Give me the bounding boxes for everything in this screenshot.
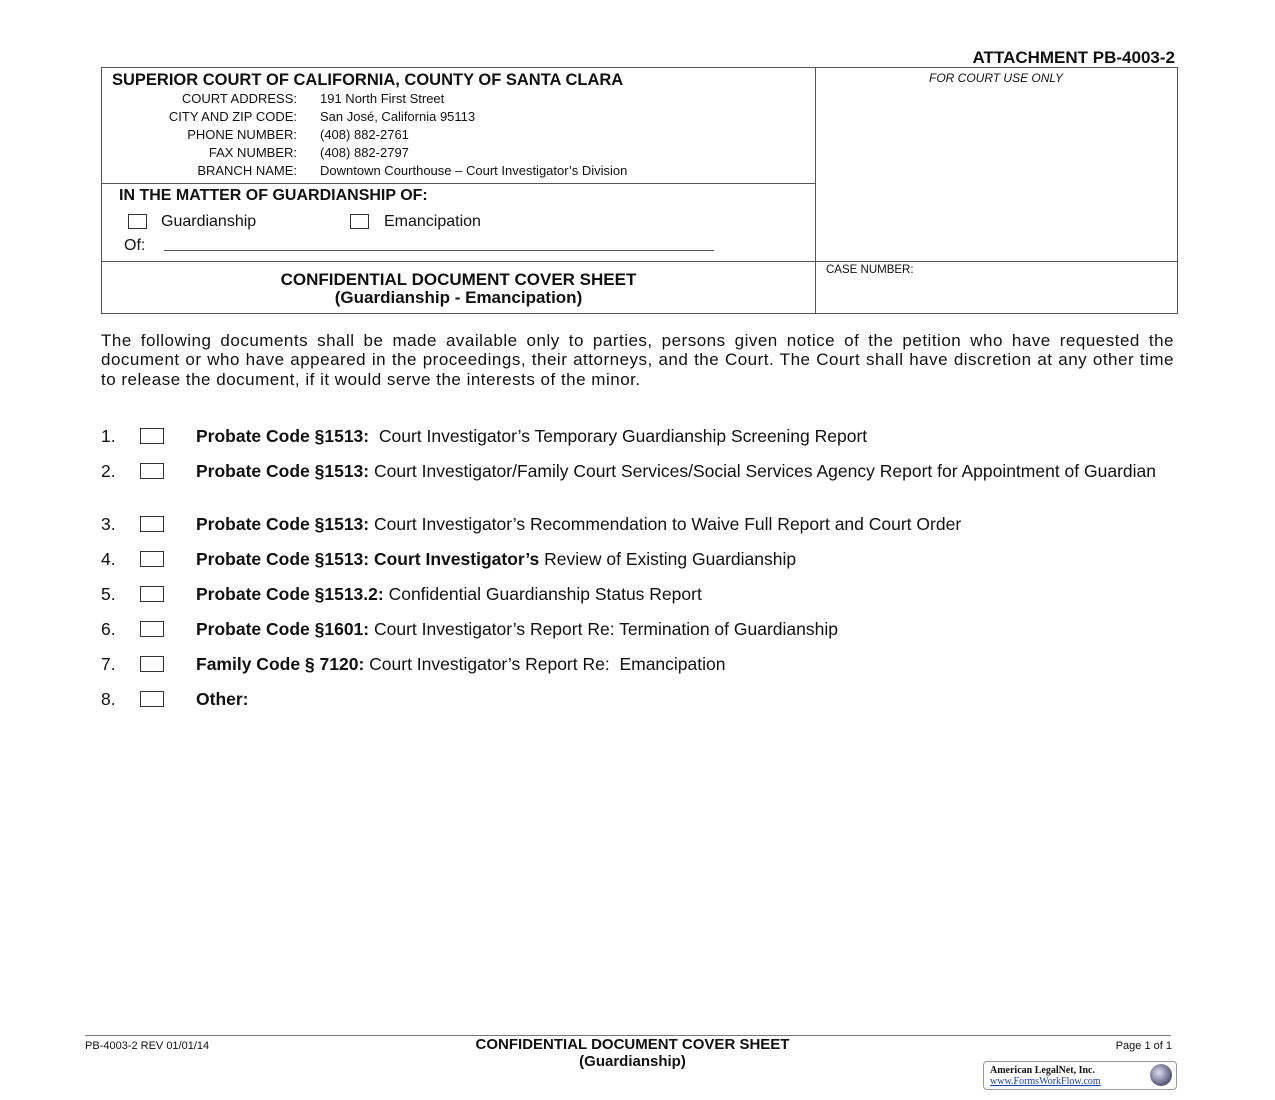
footer-title-line1: CONFIDENTIAL DOCUMENT COVER SHEET	[475, 1036, 790, 1053]
field-label: FAX NUMBER:	[208, 145, 297, 160]
item-description: Court Investigator/Family Court Services/Social Services Agency Report for Appointment of Guardian	[369, 461, 1157, 481]
item-number: 7.	[101, 654, 116, 674]
emancipation-label: Emancipation	[384, 213, 481, 230]
item-code: Probate Code §1513: Court Investigator’s	[196, 549, 540, 569]
doc-title: CONFIDENTIAL DOCUMENT COVER SHEET	[280, 270, 637, 289]
field-value: 191 North First Street	[320, 91, 445, 106]
divider	[815, 68, 816, 313]
page-number: Page 1 of 1	[1115, 1040, 1172, 1052]
item-checkbox[interactable]	[140, 428, 164, 444]
attachment-id: ATTACHMENT PB-4003-2	[972, 48, 1175, 67]
item-text	[196, 427, 1186, 445]
item-code: Probate Code §1513:	[196, 426, 370, 446]
logo-name: American LegalNet, Inc.	[990, 1065, 1095, 1076]
case-number-label: CASE NUMBER:	[826, 264, 914, 276]
matter-heading: IN THE MATTER OF GUARDIANSHIP OF:	[119, 187, 428, 204]
form-id: PB-4003-2 REV 01/01/14	[85, 1040, 210, 1052]
court-name: SUPERIOR COURT OF CALIFORNIA, COUNTY OF SANTA CLARA	[112, 71, 624, 89]
item-number: 4.	[101, 549, 116, 569]
list-item	[101, 550, 1181, 586]
item-description: Court Investigator’s Report Re: Termination of Guardianship	[369, 619, 838, 639]
guardianship-checkbox[interactable]	[128, 214, 147, 229]
item-description: Court Investigator’s Recommendation to Waive Full Report and Court Order	[369, 514, 962, 534]
item-code: Family Code § 7120:	[196, 654, 365, 674]
field-value: (408) 882-2797	[320, 145, 409, 160]
divider	[102, 183, 815, 184]
item-checkbox[interactable]	[140, 551, 164, 567]
field-value: Downtown Courthouse – Court Investigator’s Division	[320, 163, 628, 178]
item-code: Probate Code §1513.2:	[196, 584, 384, 604]
field-label: COURT ADDRESS:	[181, 91, 297, 106]
item-checkbox[interactable]	[140, 656, 164, 672]
item-number: 2.	[101, 461, 116, 481]
globe-icon	[1150, 1064, 1172, 1086]
divider	[102, 261, 1177, 262]
field-value: (408) 882-2761	[320, 127, 409, 142]
item-description: Court Investigator’s Temporary Guardianship Screening Report	[369, 426, 868, 446]
item-code: Probate Code §1513:	[196, 514, 370, 534]
item-text	[196, 690, 1186, 708]
item-text	[196, 462, 1186, 480]
item-text	[196, 620, 1186, 638]
list-item	[101, 515, 1181, 551]
list-item	[101, 585, 1181, 621]
publisher-logo[interactable]	[983, 1061, 1177, 1090]
list-item	[101, 462, 1181, 498]
footer-title-line2: (Guardianship)	[579, 1053, 686, 1070]
item-text	[196, 515, 1186, 533]
field-label: PHONE NUMBER:	[187, 127, 297, 142]
court-use-label: FOR COURT USE ONLY	[928, 71, 1064, 85]
item-number: 1.	[101, 426, 116, 446]
item-description: Review of Existing Guardianship	[539, 549, 797, 569]
of-label: Of:	[124, 237, 146, 254]
item-code: Probate Code §1601:	[196, 619, 370, 639]
item-checkbox[interactable]	[140, 516, 164, 532]
doc-subtitle: (Guardianship - Emancipation)	[334, 288, 583, 307]
item-code: Other:	[196, 689, 249, 709]
item-number: 6.	[101, 619, 116, 639]
item-code: Probate Code §1513:	[196, 461, 370, 481]
list-item	[101, 690, 1181, 726]
item-description: Confidential Guardianship Status Report	[383, 584, 702, 604]
item-text	[196, 550, 1186, 568]
item-description: Court Investigator’s Report Re: Emancipation	[364, 654, 726, 674]
caption-box	[101, 67, 1178, 314]
emancipation-checkbox[interactable]	[350, 214, 369, 229]
list-item	[101, 620, 1181, 656]
item-number: 5.	[101, 584, 116, 604]
field-value: San José, California 95113	[320, 109, 476, 124]
field-label: BRANCH NAME:	[197, 163, 297, 178]
item-checkbox[interactable]	[140, 691, 164, 707]
item-number: 3.	[101, 514, 116, 534]
item-checkbox[interactable]	[140, 463, 164, 479]
field-label: CITY AND ZIP CODE:	[168, 109, 297, 124]
logo-link[interactable]: www.FormsWorkFlow.com	[990, 1076, 1101, 1087]
item-number: 8.	[101, 689, 116, 709]
list-item	[101, 427, 1181, 463]
intro-paragraph: The following documents shall be made available only to parties, persons given notice of the petition who have requested the document or who have appeared in the proceedings, their attorneys, and the Court. The Court shall have discretion at any other time to release the document, if it would serve the interests of the minor.	[101, 331, 1174, 389]
of-name-field[interactable]	[164, 250, 714, 251]
list-item	[101, 655, 1181, 691]
item-text	[196, 655, 1186, 673]
item-checkbox[interactable]	[140, 586, 164, 602]
guardianship-label: Guardianship	[161, 213, 257, 230]
item-checkbox[interactable]	[140, 621, 164, 637]
item-text	[196, 585, 1186, 603]
